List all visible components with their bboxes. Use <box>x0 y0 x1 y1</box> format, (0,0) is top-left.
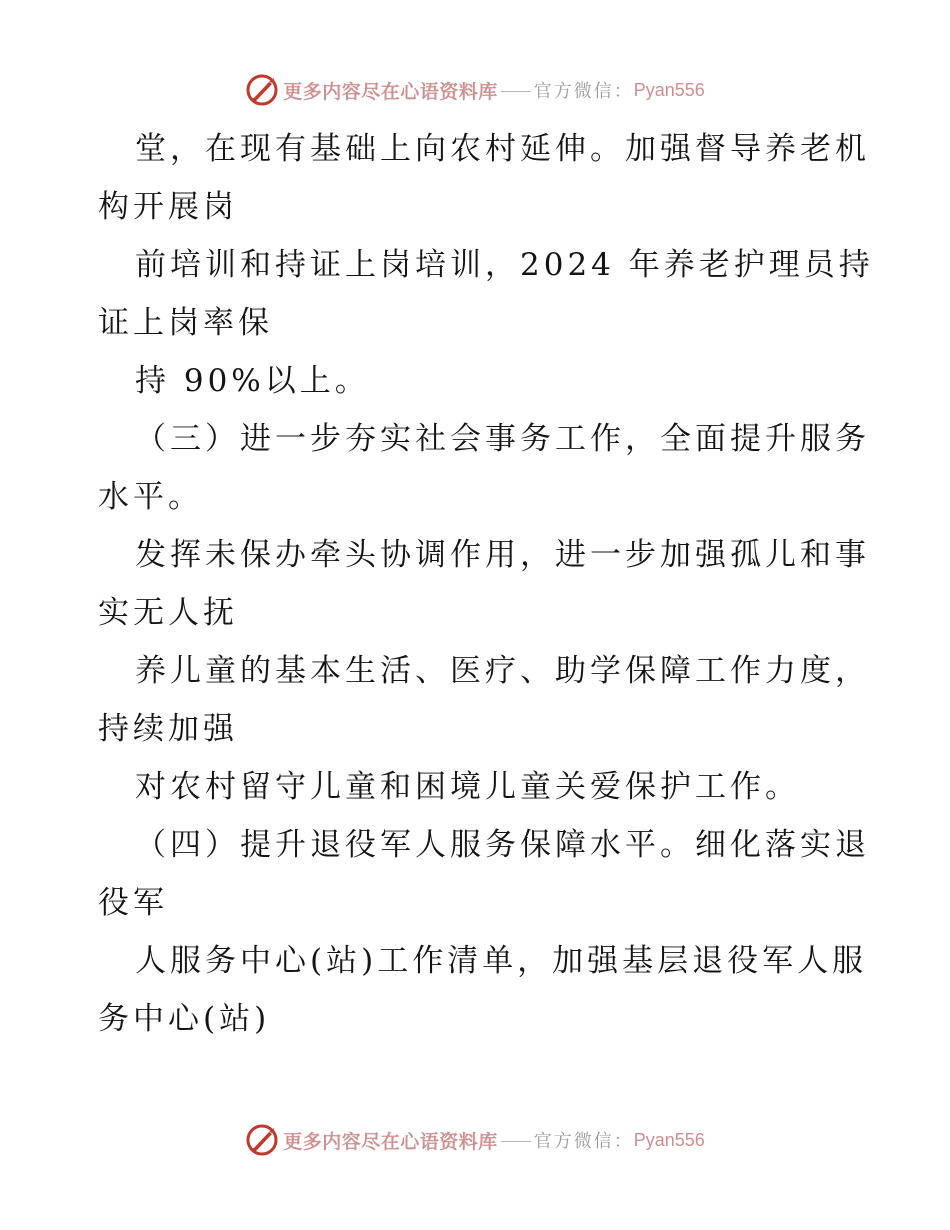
body-line: 役军 <box>98 885 168 921</box>
body-line: 证上岗率保 <box>98 305 273 341</box>
body-line: 养儿童的基本生活、医疗、助学保障工作力度， <box>135 653 870 689</box>
body-line: 持续加强 <box>98 711 238 747</box>
watermark-divider <box>501 91 531 92</box>
watermark-official-label: 官方微信： <box>533 1131 634 1152</box>
watermark-footer <box>0 1122 950 1158</box>
watermark-official-label: 官方微信： <box>533 81 634 102</box>
body-line: 对农村留守儿童和困境儿童关爱保护工作。 <box>135 769 800 805</box>
document-body <box>98 120 874 1048</box>
section-heading-4: （四）提升退役军人服务保障水平。细化落实退 <box>135 827 870 863</box>
watermark-header <box>0 72 950 108</box>
quill-pen-logo-icon <box>245 1123 279 1157</box>
quill-pen-logo-icon <box>245 73 279 107</box>
watermark-title: 更多内容尽在心语资料库 <box>283 1130 498 1153</box>
watermark-divider <box>501 1141 531 1142</box>
body-line: 实无人抚 <box>98 595 238 631</box>
body-line: 持 90%以上。 <box>135 363 370 399</box>
body-line: 水平。 <box>98 479 203 515</box>
body-line: 发挥未保办牵头协调作用，进一步加强孤儿和事 <box>135 537 870 573</box>
body-line: 前培训和持证上岗培训，2024 年养老护理员持 <box>135 247 874 283</box>
body-line: 务中心(站) <box>98 1001 271 1037</box>
body-line: 人服务中心(站)工作清单，加强基层退役军人服 <box>135 943 868 979</box>
watermark-title: 更多内容尽在心语资料库 <box>283 80 498 103</box>
watermark-wechat-id: Pyan556 <box>633 1129 705 1150</box>
body-line: 堂，在现有基础上向农村延伸。加强督导养老机 <box>135 131 870 167</box>
section-heading-3: （三）进一步夯实社会事务工作，全面提升服务 <box>135 421 870 457</box>
watermark-wechat-id: Pyan556 <box>633 79 705 100</box>
body-line: 构开展岗 <box>98 189 238 225</box>
